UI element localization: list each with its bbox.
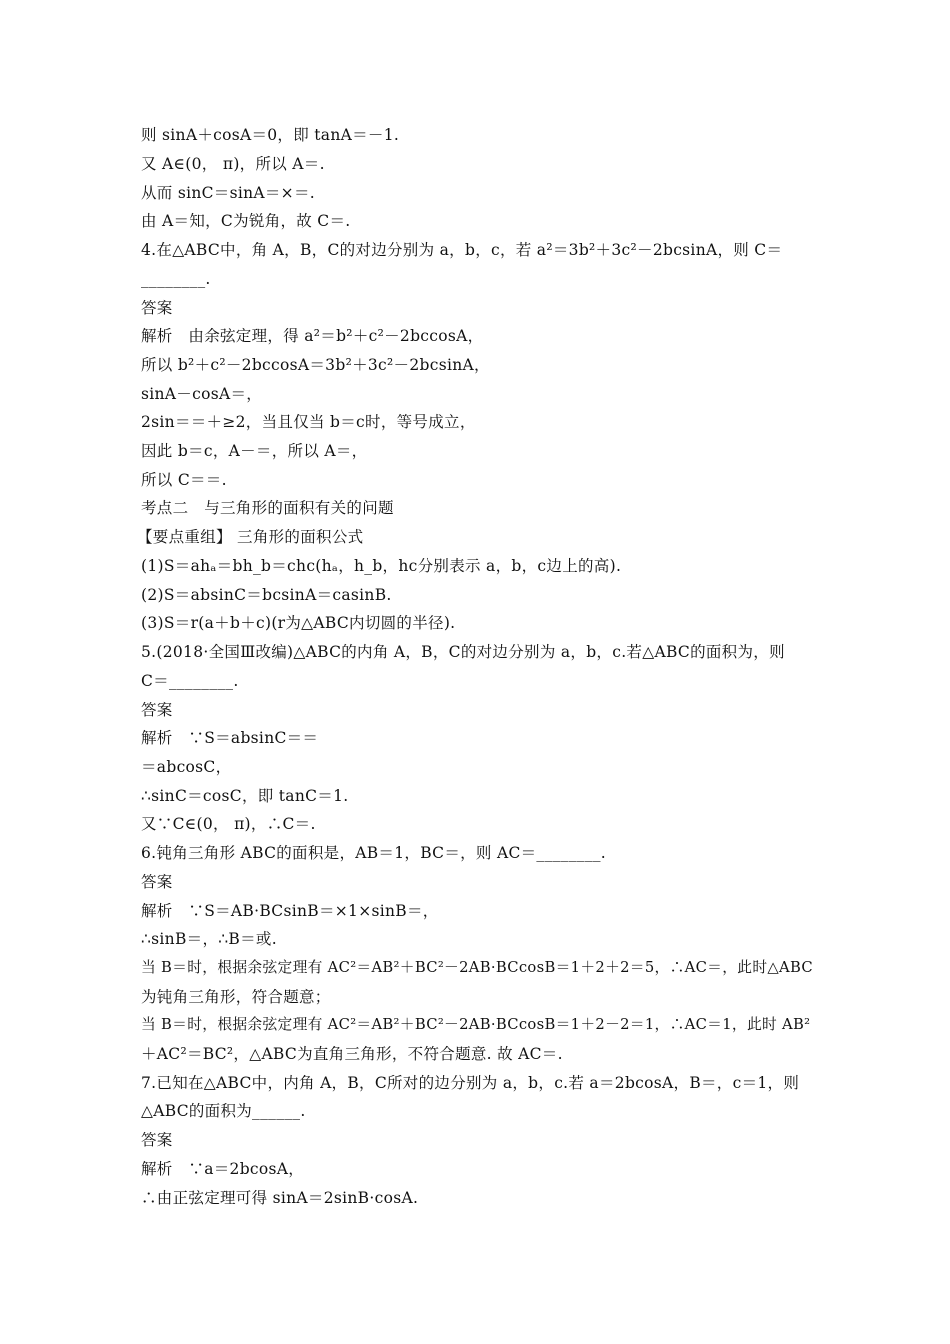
answer-label: 答案 (141, 873, 173, 891)
formula-line: (1)S＝ahₐ＝bh_b＝chc(hₐ，h_b，hc分别表示 a，b，c边上的高). (141, 557, 622, 575)
key-points-heading: 【要点重组】 三角形的面积公式 (137, 528, 364, 546)
solution-line: 所以 C＝＝. (141, 471, 227, 489)
solution-line: 当 B＝时，根据余弦定理有 AC²＝AB²＋BC²－2AB·BCcosB＝1＋2＋2＝5，∴AC＝，此时△ABC (141, 959, 813, 976)
problem-7-line: 7.已知在△ABC中，内角 A，B，C所对的边分别为 a，b，c.若 a＝2bcosA，B＝，c＝1，则 (141, 1074, 800, 1092)
text-line: 又 A∈(0， π)，所以 A＝. (141, 155, 325, 173)
solution-line: 又∵C∈(0， π)，∴C＝. (141, 815, 316, 833)
solution-line: 当 B＝时，根据余弦定理有 AC²＝AB²＋BC²－2AB·BCcosB＝1＋2－2＝1，∴AC＝1，此时 AB² (141, 1016, 811, 1033)
text-line: 则 sinA＋cosA＝0，即 tanA＝－1. (141, 126, 400, 144)
solution-line: 解析 由余弦定理，得 a²＝b²＋c²－2bccosA， (141, 327, 484, 345)
solution-line: ＋AC²＝BC²，△ABC为直角三角形，不符合题意. 故 AC＝. (141, 1045, 563, 1063)
text-line: 从而 sinC＝sinA＝×＝. (141, 184, 315, 202)
solution-line: 为钝角三角形，符合题意； (141, 988, 331, 1006)
answer-blank: C＝________. (141, 672, 239, 690)
formula-line: (3)S＝r(a＋b＋c)(r为△ABC内切圆的半径). (141, 614, 456, 632)
solution-line: sinA－cosA＝， (141, 385, 263, 403)
solution-line: ∴sinC＝cosC，即 tanC＝1. (141, 787, 349, 805)
solution-line: 解析 ∵a＝2bcosA， (141, 1160, 305, 1178)
solution-line: 所以 b²＋c²－2bccosA＝3b²＋3c²－2bcsinA， (141, 356, 490, 374)
solution-line: 解析 ∵S＝absinC＝＝ (141, 729, 319, 747)
section-heading: 考点二 与三角形的面积有关的问题 (141, 499, 394, 517)
answer-label: 答案 (141, 1131, 173, 1149)
answer-blank: ________. (141, 270, 211, 288)
problem-5-line: 5.(2018·全国Ⅲ改编)△ABC的内角 A，B，C的对边分别为 a，b，c.若△ABC的面积为，则 (141, 643, 785, 661)
answer-label: 答案 (141, 701, 173, 719)
solution-line: ∴sinB＝，∴B＝或. (141, 930, 277, 948)
problem-7-line: △ABC的面积为______. (141, 1102, 306, 1120)
problem-4-line: 4.在△ABC中，角 A，B，C的对边分别为 a，b，c，若 a²＝3b²＋3c²－2bcsinA，则 C＝ (141, 241, 783, 259)
formula-line: (2)S＝absinC＝bcsinA＝casinB. (141, 586, 392, 604)
solution-line: 解析 ∵S＝AB·BCsinB＝×1×sinB＝， (141, 902, 439, 920)
solution-line: ＝abcosC， (141, 758, 232, 776)
answer-label: 答案 (141, 299, 173, 317)
text-line: 由 A＝知，C为锐角，故 C＝. (141, 212, 351, 230)
solution-line: ∴由正弦定理可得 sinA＝2sinB·cosA. (141, 1189, 419, 1207)
problem-6-line: 6.钝角三角形 ABC的面积是，AB＝1，BC＝，则 AC＝________. (141, 844, 607, 862)
solution-line: 因此 b＝c，A－＝，所以 A＝， (141, 442, 368, 460)
solution-line: 2sin＝＝＋≥2，当且仅当 b＝c时，等号成立， (141, 413, 476, 431)
